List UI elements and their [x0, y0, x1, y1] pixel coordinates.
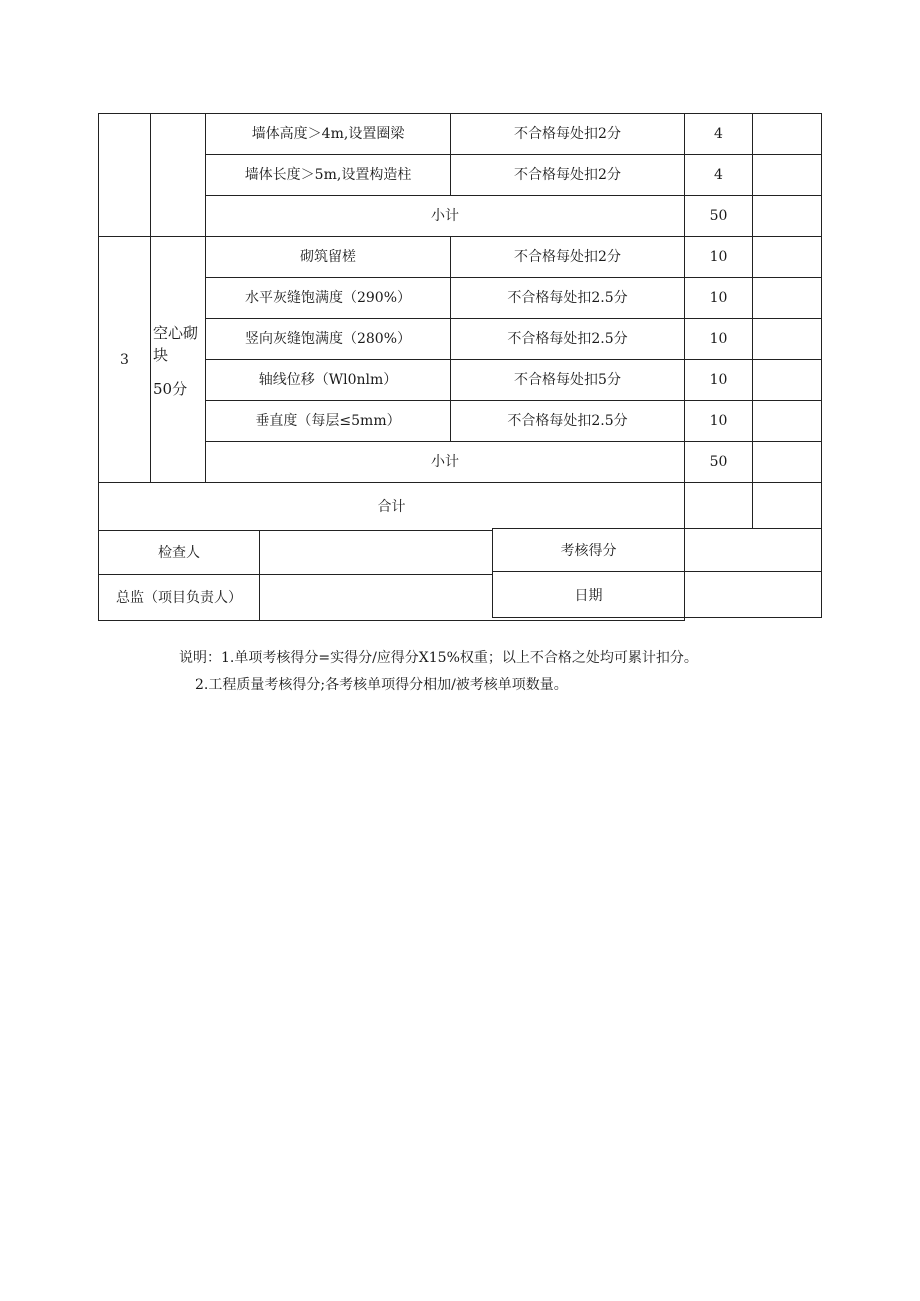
score-cell: 4	[685, 155, 753, 196]
subtotal-score: 50	[685, 196, 753, 237]
subtotal-row	[99, 196, 822, 237]
actual-score-cell	[753, 401, 822, 442]
actual-score-cell	[753, 114, 822, 155]
table-row	[99, 360, 822, 401]
criterion-cell: 不合格每处扣2分	[451, 237, 685, 278]
category-cell	[151, 114, 206, 237]
signature-right-block	[492, 528, 821, 617]
total-actual-cell	[753, 483, 822, 531]
total-score-cell	[685, 483, 753, 531]
item-cell: 竖向灰缝饱满度（280%）	[206, 319, 451, 360]
category-name: 空心砌块	[153, 323, 199, 364]
actual-score-cell	[753, 196, 822, 237]
criterion-cell: 不合格每处扣2分	[451, 114, 685, 155]
item-cell: 墙体长度＞5m,设置构造柱	[206, 155, 451, 196]
item-cell: 轴线位移（Wl0nlm）	[206, 360, 451, 401]
table-row	[99, 278, 822, 319]
score-cell: 10	[685, 237, 753, 278]
date-label: 日期	[493, 572, 685, 618]
actual-score-cell	[753, 319, 822, 360]
item-cell: 砌筑留槎	[206, 237, 451, 278]
item-cell: 垂直度（每层≤5mm）	[206, 401, 451, 442]
score-cell: 10	[685, 360, 753, 401]
item-cell: 墙体高度＞4m,设置圈梁	[206, 114, 451, 155]
note-line-2: 2.工程质量考核得分;各考核单项得分相加/被考核单项数量。	[195, 677, 568, 693]
score-cell: 10	[685, 401, 753, 442]
index-cell: 3	[99, 237, 151, 483]
subtotal-label: 小计	[206, 196, 685, 237]
note-line-1: 说明：1.单项考核得分=实得分/应得分X15%权重；以上不合格之处均可累计扣分。	[179, 650, 698, 666]
table-row	[99, 155, 822, 196]
score-cell: 10	[685, 278, 753, 319]
index-cell	[99, 114, 151, 237]
assessment-score-value[interactable]	[685, 529, 822, 572]
table-row	[99, 237, 822, 278]
category-cell	[151, 237, 206, 483]
criterion-cell: 不合格每处扣2.5分	[451, 319, 685, 360]
subtotal-row	[99, 442, 822, 483]
supervisor-label: 总监（项目负责人）	[99, 575, 260, 621]
criterion-cell: 不合格每处扣2分	[451, 155, 685, 196]
criterion-cell: 不合格每处扣5分	[451, 360, 685, 401]
category-score: 50分	[153, 379, 188, 398]
score-cell: 4	[685, 114, 753, 155]
actual-score-cell	[753, 360, 822, 401]
actual-score-cell	[753, 442, 822, 483]
assessment-score-label: 考核得分	[493, 529, 685, 572]
criterion-cell: 不合格每处扣2.5分	[451, 401, 685, 442]
notes	[179, 645, 698, 699]
date-value[interactable]	[685, 572, 822, 618]
table-row	[99, 319, 822, 360]
score-cell: 10	[685, 319, 753, 360]
criterion-cell: 不合格每处扣2.5分	[451, 278, 685, 319]
actual-score-cell	[753, 237, 822, 278]
total-label: 合计	[99, 483, 685, 531]
item-cell: 水平灰缝饱满度（290%）	[206, 278, 451, 319]
table-row	[99, 114, 822, 155]
inspector-label: 检查人	[99, 531, 260, 575]
subtotal-label: 小计	[206, 442, 685, 483]
actual-score-cell	[753, 155, 822, 196]
total-row	[99, 483, 822, 531]
subtotal-score: 50	[685, 442, 753, 483]
actual-score-cell	[753, 278, 822, 319]
table-row	[99, 401, 822, 442]
